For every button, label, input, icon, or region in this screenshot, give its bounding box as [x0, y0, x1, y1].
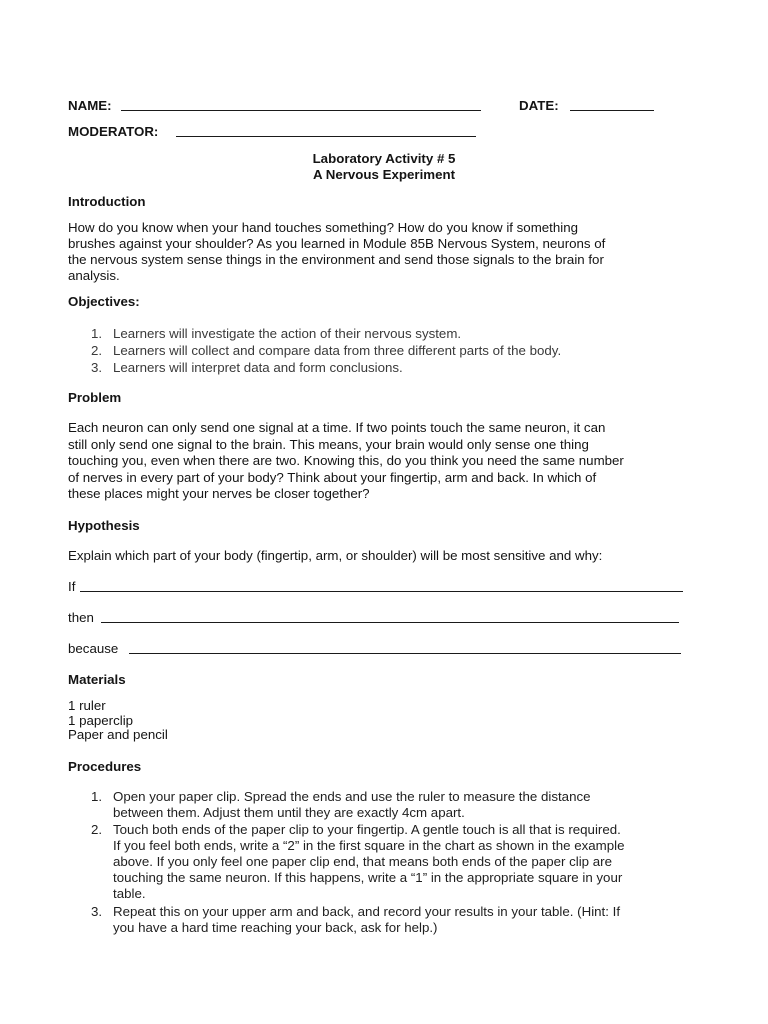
- step-line: above. If you only feel one paper clip end, that means both ends of the paper clip are: [113, 854, 612, 869]
- step-line: between them. Adjust them until they are exactly 4cm apart.: [113, 805, 465, 820]
- date-label: DATE:: [519, 98, 559, 113]
- introduction-line: How do you know when your hand touches something? How do you know if something: [68, 220, 579, 235]
- date-field[interactable]: [570, 110, 654, 111]
- moderator-field[interactable]: [176, 136, 476, 137]
- problem-heading: Problem: [68, 390, 122, 405]
- materials-list: [68, 699, 708, 743]
- step-number: 3.: [91, 904, 103, 919]
- step-number: 1.: [91, 789, 103, 804]
- problem-text: [68, 420, 708, 503]
- material-item: Paper and pencil: [68, 727, 168, 743]
- activity-subtitle: A Nervous Experiment: [312, 167, 456, 182]
- introduction-line: the nervous system sense things in the environment and send those signals to the brain for: [68, 252, 604, 267]
- introduction-heading: Introduction: [68, 194, 146, 209]
- procedures-heading: Procedures: [68, 759, 142, 774]
- step-number: 2.: [91, 822, 103, 837]
- problem-line: still only send one signal to the brain. This means, your brain would only sense one thing: [68, 436, 589, 452]
- if-answer-line[interactable]: [80, 591, 683, 592]
- step-line: Repeat this on your upper arm and back, and record your results in your table. (Hint: If: [113, 904, 621, 919]
- then-answer-line[interactable]: [101, 622, 679, 623]
- problem-line: these places might your nerves be closer together?: [68, 486, 370, 501]
- step-line: you have a hard time reaching your back, ask for help.): [113, 920, 438, 935]
- because-label: because: [68, 641, 119, 656]
- then-label: then: [68, 610, 94, 625]
- step-line: Open your paper clip. Spread the ends and use the ruler to measure the distance: [113, 789, 591, 804]
- hypothesis-heading: Hypothesis: [68, 518, 140, 533]
- name-label: NAME:: [68, 98, 112, 113]
- list-number: 2.: [91, 343, 103, 358]
- problem-line: touching you, even when there are two. Knowing this, do you think you need the same number: [68, 453, 624, 468]
- list-text: Learners will collect and compare data from three different parts of the body.: [113, 343, 562, 358]
- introduction-text: [68, 220, 708, 284]
- moderator-label: MODERATOR:: [68, 124, 159, 139]
- problem-line: of nerves in every part of your body? Think about your fingertip, arm and back. In which of: [68, 469, 597, 485]
- introduction-line: analysis.: [68, 268, 120, 283]
- name-field[interactable]: [121, 110, 481, 111]
- step-line: Touch both ends of the paper clip to your fingertip. A gentle touch is all that is required.: [113, 822, 621, 837]
- step-line: touching the same neuron. If this happens, write a “1” in the appropriate square in your: [113, 870, 623, 885]
- list-text: Learners will investigate the action of their nervous system.: [113, 326, 462, 341]
- because-answer-line[interactable]: [129, 653, 681, 654]
- if-label: If: [68, 579, 76, 594]
- problem-line: Each neuron can only send one signal at a time. If two points touch the same neuron, it can: [68, 420, 606, 435]
- material-item: 1 ruler: [68, 698, 106, 713]
- step-line: If you feel both ends, write a “2” in the first square in the chart as shown in the example: [113, 838, 625, 853]
- objectives-heading: Objectives:: [68, 294, 140, 309]
- material-item: 1 paperclip: [68, 712, 134, 728]
- introduction-line: brushes against your shoulder? As you learned in Module 85B Nervous System, neurons of: [68, 236, 606, 251]
- materials-heading: Materials: [68, 672, 126, 687]
- list-text: Learners will interpret data and form conclusions.: [113, 360, 403, 375]
- activity-title: Laboratory Activity # 5: [312, 151, 456, 166]
- step-line: table.: [113, 886, 146, 901]
- list-number: 3.: [91, 360, 103, 375]
- hypothesis-prompt: Explain which part of your body (fingertip, arm, or shoulder) will be most sensitive and why:: [68, 548, 603, 563]
- list-number: 1.: [91, 326, 103, 341]
